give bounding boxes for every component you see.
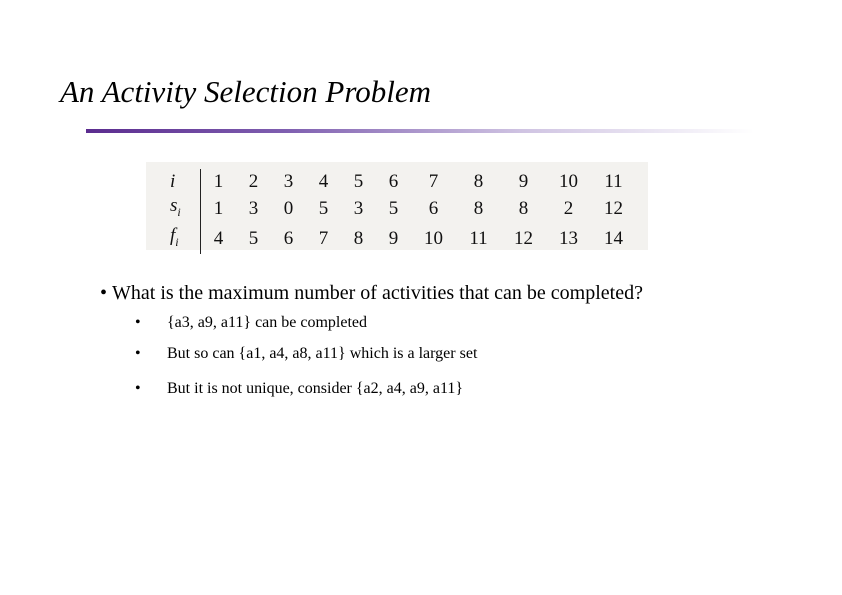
table-cell: 4 [318, 170, 329, 192]
table-cell: 1 [213, 197, 224, 219]
table-cell: 4 [213, 227, 224, 249]
table-cell: 8 [353, 227, 364, 249]
table-cell: 10 [559, 170, 578, 192]
table-cell: 13 [559, 227, 578, 249]
bullet-dot: • [100, 282, 113, 304]
question-text: What is the maximum number of activities that can be completed? [112, 282, 643, 304]
table-cell: 5 [353, 170, 364, 192]
table-cell: 5 [318, 197, 329, 219]
bullet-dot: • [135, 314, 141, 331]
answer-text: But it is not unique, consider {a2, a4, a9, a11} [167, 380, 464, 397]
answer-text: But so can {a1, a4, a8, a11} which is a larger set [167, 345, 478, 362]
table-cell: 3 [353, 197, 364, 219]
title-underline [86, 129, 754, 133]
table-cell: 8 [518, 197, 529, 219]
question-bullet [100, 280, 643, 306]
table-cell: 8 [473, 197, 484, 219]
table-cell: 5 [388, 197, 399, 219]
table-cell: 5 [248, 227, 259, 249]
table-cell: 10 [424, 227, 443, 249]
slide-title: An Activity Selection Problem [60, 74, 432, 109]
table-cell: 1 [213, 170, 224, 192]
table-cell: 11 [469, 227, 488, 249]
row-label-i: i [166, 169, 201, 194]
table-cell: 12 [514, 227, 533, 249]
bullet-dot: • [135, 345, 141, 362]
table-cell: 3 [283, 170, 294, 192]
row-label-fi: $f_i$ [166, 224, 201, 254]
table-cell: 9 [518, 170, 529, 192]
table-cell: 11 [604, 170, 623, 192]
table-cell: 2 [563, 197, 574, 219]
row-label-si: $s_i$ [166, 194, 201, 224]
table-cell: 14 [604, 227, 623, 249]
table-cell: 7 [428, 170, 439, 192]
table-cell: 6 [283, 227, 294, 249]
table-cell: 12 [604, 197, 623, 219]
table-cell: 3 [248, 197, 259, 219]
table-cell: 7 [318, 227, 329, 249]
answer-text: {a3, a9, a11} can be completed [167, 314, 368, 331]
table-cell: 6 [388, 170, 399, 192]
table-cell: 8 [473, 170, 484, 192]
table-row-i [166, 169, 636, 194]
table-cell: 2 [248, 170, 259, 192]
table-cell: 6 [428, 197, 439, 219]
table-cell: 0 [283, 197, 294, 219]
bullet-dot: • [135, 380, 141, 397]
table-row-fi [166, 224, 636, 254]
activity-table [166, 169, 636, 254]
table-cell: 9 [388, 227, 399, 249]
table-row-si [166, 194, 636, 224]
